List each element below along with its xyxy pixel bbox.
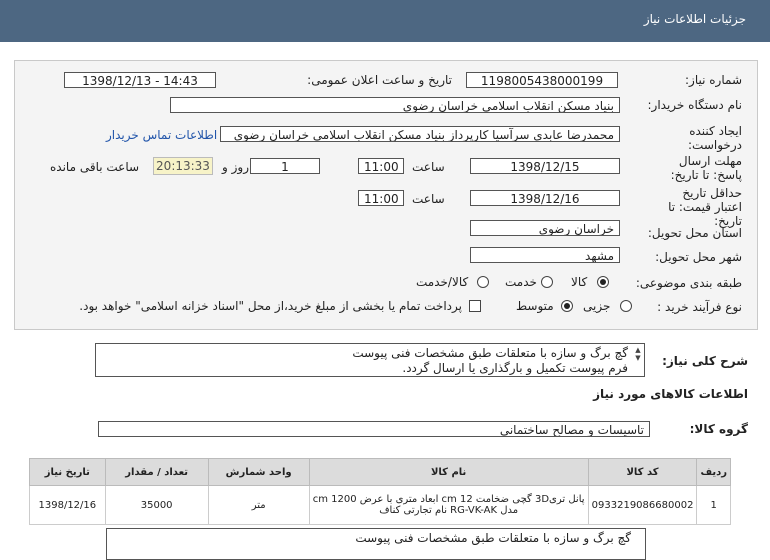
table-row [30, 486, 731, 525]
goods-group-label: گروه کالا: [689, 422, 748, 436]
need-number-label: شماره نیاز: [685, 73, 742, 87]
col-header-code: کد کالا [588, 459, 697, 486]
category-service-label: خدمت [505, 275, 537, 289]
goods-group-field: تاسیسات و مصالح ساختمانی [98, 421, 650, 437]
remaining-timer: 20:13:33 [153, 157, 213, 175]
category-both-label: کالا/خدمت [416, 275, 469, 289]
deadline-date-field: 1398/12/15 [470, 158, 620, 174]
deadline-time-label: ساعت [412, 160, 445, 174]
process-medium-label: متوسط [516, 299, 554, 313]
announce-date-label: تاریخ و ساعت اعلان عمومی: [307, 73, 452, 87]
city-label: شهر محل تحویل: [655, 250, 742, 264]
validity-time-label: ساعت [412, 192, 445, 206]
requester-field: محمدرضا عابدی سرآسیا کارپرداز بنیاد مسکن انقلاب اسلامی خراسان رضوی [220, 126, 620, 142]
deadline-days-field: 1 [250, 158, 320, 174]
process-medium-radio[interactable] [561, 300, 573, 312]
process-minor-label: جزیی [583, 299, 611, 313]
category-goods-radio[interactable] [597, 276, 609, 288]
description-line-1: گچ برگ و سازه با متعلقات طبق مشخصات فنی پیوست [352, 346, 628, 360]
treasury-payment-note: پرداخت تمام یا بخشی از مبلغ خرید،از محل "اسناد خزانه اسلامی" خواهد بود. [79, 299, 462, 313]
textarea-scroll-arrows[interactable]: ▲ ▼ [635, 346, 641, 362]
cell-date: 1398/12/16 [30, 486, 106, 525]
validity-date-field: 1398/12/16 [470, 190, 620, 206]
category-goods-label: کالا [571, 275, 588, 289]
cell-unit: متر [208, 486, 309, 525]
province-label: استان محل تحویل: [647, 226, 742, 240]
process-minor-radio[interactable] [620, 300, 632, 312]
buyer-org-field: بنیاد مسکن انقلاب اسلامی خراسان رضوی [170, 97, 620, 113]
deadline-label: مهلت ارسال پاسخ: تا تاریخ: [670, 154, 742, 182]
col-header-date: تاریخ نیاز [30, 459, 106, 486]
treasury-payment-checkbox[interactable] [469, 300, 481, 312]
col-header-row: ردیف [697, 459, 731, 486]
city-field: مشهد [470, 247, 620, 263]
buyer-org-label: نام دستگاه خریدار: [647, 98, 742, 112]
description-line-2: فرم پیوست تکمیل و بارگذاری یا ارسال گردد. [402, 361, 628, 375]
validity-label: حداقل تاریخ اعتبار قیمت: تا تاریخ: [668, 186, 742, 228]
bottom-description-text: گچ برگ و سازه با متعلقات طبق مشخصات فنی پیوست [355, 531, 631, 545]
goods-table [29, 458, 731, 525]
description-textarea[interactable] [95, 343, 645, 377]
buyer-contact-link[interactable]: اطلاعات تماس خریدار [106, 128, 218, 142]
col-header-unit: واحد شمارش [208, 459, 309, 486]
province-field: خراسان رضوی [470, 220, 620, 236]
category-label: طبقه بندی موضوعی: [635, 276, 742, 290]
bottom-description-box [106, 528, 646, 560]
category-both-radio[interactable] [477, 276, 489, 288]
announce-date-field: 1398/12/13 - 14:43 [64, 72, 216, 88]
goods-info-title: اطلاعات کالاهای مورد نیاز [593, 387, 748, 401]
description-label: شرح کلی نیاز: [662, 354, 748, 368]
page-title: جزئیات اطلاعات نیاز [643, 12, 746, 26]
cell-row: 1 [697, 486, 731, 525]
validity-time-field: 11:00 [358, 190, 404, 206]
cell-code: 0933219086680002 [588, 486, 697, 525]
cell-name: پانل تری3D گچی ضخامت 12 cm ابعاد متری با عرض 1200 cm مدل RG-VK-AK نام تجارتی کناف [309, 486, 588, 525]
category-service-radio[interactable] [541, 276, 553, 288]
deadline-days-label: روز و [222, 160, 249, 174]
requester-label: ایجاد کننده درخواست: [688, 124, 742, 152]
process-label: نوع فرآیند خرید : [657, 300, 742, 314]
need-number-field: 1198005438000199 [466, 72, 618, 88]
col-header-name: نام کالا [309, 459, 588, 486]
remaining-label: ساعت باقی مانده [50, 160, 140, 174]
col-header-qty: تعداد / مقدار [105, 459, 208, 486]
deadline-time-field: 11:00 [358, 158, 404, 174]
cell-qty: 35000 [105, 486, 208, 525]
